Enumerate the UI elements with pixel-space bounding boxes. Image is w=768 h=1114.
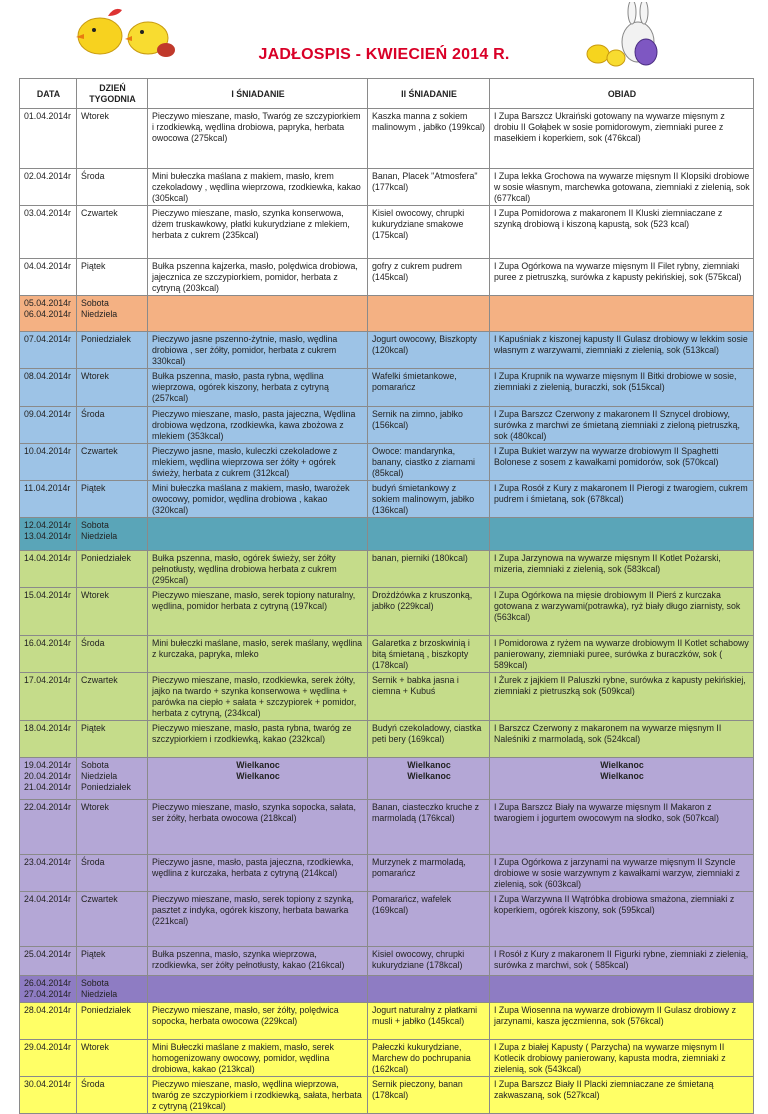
weekday-cell: Czwartek <box>77 444 148 481</box>
breakfast-2-cell: Kaszka manna z sokiem malinowym , jabłko (199kcal) <box>368 109 490 169</box>
weekday-cell: Poniedziałek <box>77 1003 148 1040</box>
weekend-b2 <box>368 296 490 332</box>
weekend-b1 <box>148 296 368 332</box>
breakfast-1-cell: Pieczywo mieszane, masło, ser żółty, polędwica sopocka, herbata owocowa (229kcal) <box>148 1003 368 1040</box>
weekend-row <box>20 518 754 551</box>
header-breakfast-1: I ŚNIADANIE <box>148 79 368 109</box>
weekday-cell: Wtorek <box>77 588 148 636</box>
breakfast-1-cell: Pieczywo mieszane, masło, Twaróg ze szczypiorkiem i rzodkiewką, wędlina drobiowa, papryka, herbata owocowa (275kcal) <box>148 109 368 169</box>
holiday-days: Sobota Niedziela Poniedziałek <box>77 758 148 800</box>
lunch-cell: I Barszcz Czerwony z makaronem na wywarze mięsnym II Naleśniki z marmoladą, sok (524kcal) <box>490 721 754 758</box>
date-cell: 18.04.2014r <box>20 721 77 758</box>
breakfast-1-cell: Bułka pszenna, masło, szynka wieprzowa, rzodkiewka, ser żółty pełnotłusty, kakao (216kcal) <box>148 947 368 976</box>
weekend-lunch <box>490 518 754 551</box>
weekday-cell: Środa <box>77 636 148 673</box>
date-cell: 24.04.2014r <box>20 892 77 947</box>
date-cell: 11.04.2014r <box>20 481 77 518</box>
breakfast-2-cell: gofry z cukrem pudrem (145kcal) <box>368 259 490 296</box>
breakfast-2-cell: budyń śmietankowy z sokiem malinowym, jabłko (136kcal) <box>368 481 490 518</box>
lunch-cell: I Pomidorowa z ryżem na wywarze drobiowym II Kotlet schabowy panierowany, ziemniaki puree, surówka z buraczków, sok ( 589kcal) <box>490 636 754 673</box>
weekday-cell: Wtorek <box>77 800 148 855</box>
breakfast-1-cell: Pieczywo mieszane, masło, pasta rybna, twaróg ze szczypiorkiem i rzodkiewką, kakao (232kcal) <box>148 721 368 758</box>
weekend-row <box>20 296 754 332</box>
breakfast-2-cell: Owoce: mandarynka, banany, ciastko z ziarnami (85kcal) <box>368 444 490 481</box>
breakfast-1-cell: Mini Bułeczki maślane z makiem, masło, serek homogenizowany owocowy, pomidor, wędlina drobiowa, kakao (213kcal) <box>148 1040 368 1077</box>
weekend-days: Sobota Niedziela <box>77 976 148 1003</box>
breakfast-2-cell: Wafelki śmietankowe, pomarańcz <box>368 369 490 407</box>
breakfast-1-cell: Mini bułeczka maślana z makiem, masło, krem czekoladowy , wędlina wieprzowa, rzodkiewka, kakao (305kcal) <box>148 169 368 206</box>
date-cell: 16.04.2014r <box>20 636 77 673</box>
breakfast-1-cell: Pieczywo mieszane, masło, serek topiony z szynką, pasztet z indyka, ogórek kiszony, herbata bawarka (221kcal) <box>148 892 368 947</box>
lunch-cell: I Zupa Ogórkowa na mięsie drobiowym II Pierś z kurczaka gotowana z warzywami(potrawka), ryż biały długo ziarnisty, sok (563kcal) <box>490 588 754 636</box>
weekend-lunch <box>490 976 754 1003</box>
weekend-dates: 05.04.2014r 06.04.2014r <box>20 296 77 332</box>
lunch-cell: I Kapuśniak z kiszonej kapusty II Gulasz drobiowy w lekkim sosie własnym z warzywami, ziemniaki z zielenią, sok (513kcal) <box>490 332 754 369</box>
day-row <box>20 332 754 369</box>
day-row <box>20 800 754 855</box>
day-row <box>20 1003 754 1040</box>
weekday-cell: Poniedziałek <box>77 332 148 369</box>
lunch-cell: I Zupa Krupnik na wywarze mięsnym II Bitki drobiowe w sosie, ziemniaki z zielenią, buraczki, sok (515kcal) <box>490 369 754 407</box>
weekday-cell: Czwartek <box>77 673 148 721</box>
breakfast-2-cell: Banan, ciasteczko kruche z marmoladą (176kcal) <box>368 800 490 855</box>
date-cell: 17.04.2014r <box>20 673 77 721</box>
breakfast-2-cell: Sernik + babka jasna i ciemna + Kubuś <box>368 673 490 721</box>
date-cell: 14.04.2014r <box>20 551 77 588</box>
weekday-cell: Piątek <box>77 721 148 758</box>
weekend-dates: 12.04.2014r 13.04.2014r <box>20 518 77 551</box>
header-lunch: OBIAD <box>490 79 754 109</box>
date-cell: 15.04.2014r <box>20 588 77 636</box>
weekday-cell: Piątek <box>77 481 148 518</box>
weekday-cell: Środa <box>77 855 148 892</box>
date-cell: 28.04.2014r <box>20 1003 77 1040</box>
lunch-cell: I Zupa Ogórkowa na wywarze mięsnym II Filet rybny, ziemniaki puree z pietruszką, surówka z kapusty pekińskiej, sok (575kcal) <box>490 259 754 296</box>
date-cell: 01.04.2014r <box>20 109 77 169</box>
breakfast-1-cell: Pieczywo mieszane, masło, wędlina wieprzowa, twaróg ze szczypiorkiem i rzodkiewką, sałata, herbata z cytryną (219kcal) <box>148 1077 368 1114</box>
lunch-cell: I Zupa Warzywna II Wątróbka drobiowa smażona, ziemniaki z koperkiem, ogórek kiszony, sok (595kcal) <box>490 892 754 947</box>
weekday-cell: Czwartek <box>77 892 148 947</box>
breakfast-2-cell: Kisiel owocowy, chrupki kukurydziane smakowe (175kcal) <box>368 206 490 259</box>
breakfast-2-cell: Budyń czekoladowy, ciastka peti bery (169kcal) <box>368 721 490 758</box>
breakfast-1-cell: Bułka pszenna kajzerka, masło, polędwica drobiowa, jajecznica ze szczypiorkiem, pomidor, herbata z cytryną (203kcal) <box>148 259 368 296</box>
lunch-cell: I Zupa Barszcz Ukraiński gotowany na wywarze mięsnym z drobiu II Gołąbek w sosie pomidorowym, ziemniaki puree z masełkiem i koperkiem, sok (476kcal) <box>490 109 754 169</box>
day-row <box>20 588 754 636</box>
day-row <box>20 1040 754 1077</box>
day-row <box>20 259 754 296</box>
breakfast-1-cell: Pieczywo jasne, masło, pasta jajeczna, rzodkiewka, wędlina z kurczaka, herbata z cytryną (214kcal) <box>148 855 368 892</box>
header-date: DATA <box>20 79 77 109</box>
weekday-cell: Piątek <box>77 947 148 976</box>
day-row <box>20 892 754 947</box>
weekend-days: Sobota Niedziela <box>77 518 148 551</box>
menu-table <box>19 78 754 1114</box>
breakfast-1-cell: Bułka pszenna, masło, ogórek świeży, ser żółty pełnotłusty, wędlina drobiowa herbata z cukrem (295kcal) <box>148 551 368 588</box>
breakfast-1-cell: Pieczywo mieszane, masło, pasta jajeczna, Wędlina drobiowa wędzona, rzodkiewka, kawa zbożowa z mlekiem (353kcal) <box>148 407 368 444</box>
breakfast-1-cell: Pieczywo mieszane, masło, rzodkiewka, serek żółty, jajko na twardo + szynka konserwowa + wędlina + parówka na ciepło + sałata + szczypiorek + pomidor, herbata z cytryną, (234kcal) <box>148 673 368 721</box>
lunch-cell: I Zupa Barszcz Biały II Placki ziemniaczane ze śmietaną zakwaszaną, sok (527kcal) <box>490 1077 754 1114</box>
holiday-row <box>20 758 754 800</box>
breakfast-2-cell: Kisiel owocowy, chrupki kukurydziane (178kcal) <box>368 947 490 976</box>
day-row <box>20 109 754 169</box>
breakfast-2-cell: Sernik pieczony, banan (178kcal) <box>368 1077 490 1114</box>
weekend-b2 <box>368 976 490 1003</box>
weekend-b1 <box>148 518 368 551</box>
lunch-cell: I Żurek z jajkiem II Paluszki rybne, surówka z kapusty pekińskiej, ziemniaki z pietruszką sok (509kcal) <box>490 673 754 721</box>
easter-bunny-icon <box>580 2 670 77</box>
date-cell: 04.04.2014r <box>20 259 77 296</box>
breakfast-2-cell: Pomarańcz, wafelek (169kcal) <box>368 892 490 947</box>
breakfast-2-cell: Sernik na zimno, jabłko (156kcal) <box>368 407 490 444</box>
day-row <box>20 1077 754 1114</box>
header-day: DZIEŃ TYGODNIA <box>77 79 148 109</box>
holiday-lunch: Wielkanoc Wielkanoc <box>490 758 754 800</box>
lunch-cell: I Zupa Bukiet warzyw na wywarze drobiowym II Spaghetti Bolonese z sosem z kawałkami pomidorów, sok (570kcal) <box>490 444 754 481</box>
weekday-cell: Wtorek <box>77 109 148 169</box>
date-cell: 25.04.2014r <box>20 947 77 976</box>
header-breakfast-2: II ŚNIADANIE <box>368 79 490 109</box>
lunch-cell: I Zupa Barszcz Czerwony z makaronem II Sznycel drobiowy, surówka z marchwi ze śmietaną ziemniaki z zieloną pietruszką, sok (480kcal) <box>490 407 754 444</box>
date-cell: 07.04.2014r <box>20 332 77 369</box>
day-row <box>20 947 754 976</box>
weekday-cell: Środa <box>77 1077 148 1114</box>
weekday-cell: Wtorek <box>77 1040 148 1077</box>
breakfast-2-cell: Murzynek z marmoladą, pomarańcz <box>368 855 490 892</box>
date-cell: 08.04.2014r <box>20 369 77 407</box>
breakfast-2-cell: banan, pierniki (180kcal) <box>368 551 490 588</box>
weekday-cell: Poniedziałek <box>77 551 148 588</box>
day-row <box>20 169 754 206</box>
weekend-row <box>20 976 754 1003</box>
weekend-b1 <box>148 976 368 1003</box>
date-cell: 23.04.2014r <box>20 855 77 892</box>
day-row <box>20 444 754 481</box>
weekend-dates: 26.04.2014r 27.04.2014r <box>20 976 77 1003</box>
weekend-days: Sobota Niedziela <box>77 296 148 332</box>
day-row <box>20 481 754 518</box>
day-row <box>20 206 754 259</box>
breakfast-2-cell: Jogurt owocowy, Biszkopty (120kcal) <box>368 332 490 369</box>
breakfast-1-cell: Pieczywo mieszane, masło, serek topiony naturalny, wędlina, pomidor herbata z cytryną (197kcal) <box>148 588 368 636</box>
weekday-cell: Piątek <box>77 259 148 296</box>
date-cell: 10.04.2014r <box>20 444 77 481</box>
breakfast-1-cell: Pieczywo mieszane, masło, szynka konserwowa, dżem truskawkowy, płatki kukurydziane z mlekiem, herbata z cukrem (235kcal) <box>148 206 368 259</box>
page-title: JADŁOSPIS - KWIECIEŃ 2014 R. <box>258 46 510 63</box>
day-row <box>20 673 754 721</box>
day-row <box>20 551 754 588</box>
holiday-b1: Wielkanoc Wielkanoc <box>148 758 368 800</box>
lunch-cell: I Zupa Jarzynowa na wywarze mięsnym II Kotlet Pożarski, mizeria, ziemniaki z zielenią, sok (583kcal) <box>490 551 754 588</box>
date-cell: 02.04.2014r <box>20 169 77 206</box>
day-row <box>20 636 754 673</box>
lunch-cell: I Rosół z Kury z makaronem II Figurki rybne, ziemniaki z zielenią, surówka z marchwi, sok ( 585kcal) <box>490 947 754 976</box>
date-cell: 09.04.2014r <box>20 407 77 444</box>
weekday-cell: Wtorek <box>77 369 148 407</box>
breakfast-2-cell: Jogurt naturalny z płatkami musli + jabłko (145kcal) <box>368 1003 490 1040</box>
date-cell: 29.04.2014r <box>20 1040 77 1077</box>
lunch-cell: I Zupa Pomidorowa z makaronem II Kluski ziemniaczane z szynką drobiową i kiszoną kapustą, sok (523 kcal) <box>490 206 754 259</box>
lunch-cell: I Zupa lekka Grochowa na wywarze mięsnym II Klopsiki drobiowe w sosie własnym, marchewka gotowana, ziemniaki z zielenią, sok (677kcal) <box>490 169 754 206</box>
breakfast-2-cell: Pałeczki kukurydziane, Marchew do pochrupania (162kcal) <box>368 1040 490 1077</box>
date-cell: 03.04.2014r <box>20 206 77 259</box>
day-row <box>20 855 754 892</box>
holiday-dates: 19.04.2014r 20.04.2014r 21.04.2014r <box>20 758 77 800</box>
header-row <box>20 79 754 109</box>
lunch-cell: I Zupa Rosół z Kury z makaronem II Pierogi z twarogiem, cukrem pudrem i śmietaną, sok (678kcal) <box>490 481 754 518</box>
date-cell: 30.04.2014r <box>20 1077 77 1114</box>
day-row <box>20 369 754 407</box>
lunch-cell: I Zupa Barszcz Biały na wywarze mięsnym II Makaron z twarogiem i jogurtem owocowym na słodko, sok (507kcal) <box>490 800 754 855</box>
day-row <box>20 721 754 758</box>
holiday-b2: Wielkanoc Wielkanoc <box>368 758 490 800</box>
weekend-lunch <box>490 296 754 332</box>
weekend-b2 <box>368 518 490 551</box>
weekday-cell: Czwartek <box>77 206 148 259</box>
breakfast-1-cell: Pieczywo mieszane, masło, szynka sopocka, sałata, ser żółty, herbata owocowa (218kcal) <box>148 800 368 855</box>
breakfast-2-cell: Galaretka z brzoskwinią i bitą śmietaną , biszkopty (178kcal) <box>368 636 490 673</box>
breakfast-2-cell: Drożdżówka z kruszonką, jabłko (229kcal) <box>368 588 490 636</box>
lunch-cell: I Zupa Wiosenna na wywarze drobiowym II Gulasz drobiowy z jarzynami, kasza jęczmienna, sok (576kcal) <box>490 1003 754 1040</box>
breakfast-1-cell: Bułka pszenna, masło, pasta rybna, wędlina wieprzowa, ogórek kiszony, herbata z cytryną (257kcal) <box>148 369 368 407</box>
breakfast-1-cell: Mini bułeczki maślane, masło, serek maślany, wędlina z kurczaka, papryka, mleko <box>148 636 368 673</box>
day-row <box>20 407 754 444</box>
weekday-cell: Środa <box>77 407 148 444</box>
breakfast-1-cell: Pieczywo jasne, masło, kuleczki czekoladowe z mlekiem, wędlina wieprzowa ser żółty + ogórek świeży, herbata z cukrem (312kcal) <box>148 444 368 481</box>
lunch-cell: I Zupa z białej Kapusty ( Parzycha) na wywarze mięsnym II Kotlecik drobiowy panierowany, kapusta modra, ziemniaki z zielenią, sok (543kcal) <box>490 1040 754 1077</box>
breakfast-2-cell: Banan, Placek "Atmosfera"(177kcal) <box>368 169 490 206</box>
breakfast-1-cell: Pieczywo jasne pszenno-żytnie, masło, wędlina drobiowa , ser żółty, pomidor, herbata z cukrem 330kcal) <box>148 332 368 369</box>
breakfast-1-cell: Mini bułeczka maślana z makiem, masło, twarożek owocowy, pomidor, wędlina drobiowa , kakao (320kcal) <box>148 481 368 518</box>
date-cell: 22.04.2014r <box>20 800 77 855</box>
lunch-cell: I Zupa Ogórkowa z jarzynami na wywarze mięsnym II Szyncle drobiowe w sosie warzywnym z kawałkami warzyw, ziemniaki z zielenią, sok (603kcal) <box>490 855 754 892</box>
weekday-cell: Środa <box>77 169 148 206</box>
